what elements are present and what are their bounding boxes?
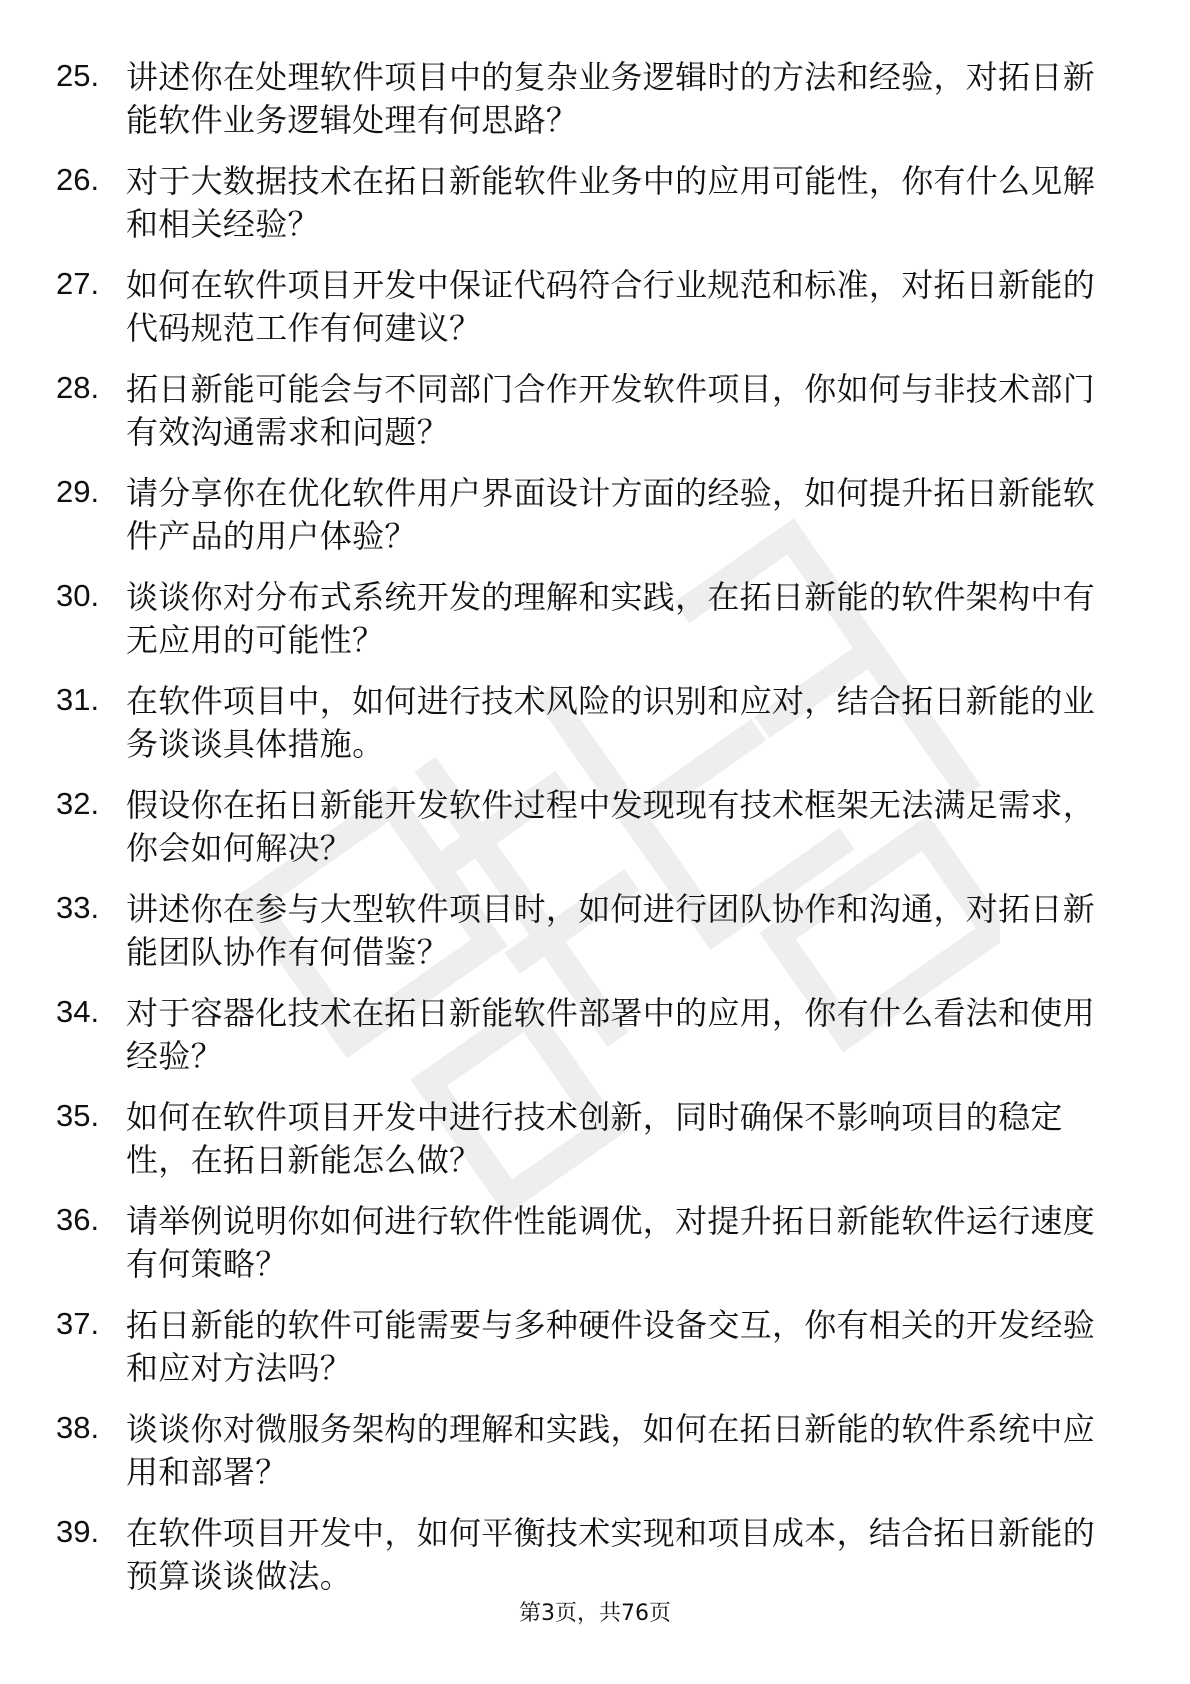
question-item xyxy=(0,776,1190,880)
question-text: 假设你在拓日新能开发软件过程中发现现有技术框架无法满足需求，你会如何解决？ xyxy=(126,786,1096,867)
question-item xyxy=(0,880,1190,984)
question-text: 如何在软件项目开发中进行技术创新，同时确保不影响项目的稳定性，在拓日新能怎么做？ xyxy=(126,1098,1063,1179)
question-number: 25. xyxy=(56,58,100,93)
page-indicator: 第3页，共76页 xyxy=(519,1601,671,1626)
question-list xyxy=(0,48,1190,1608)
question-item xyxy=(0,464,1190,568)
question-text: 在软件项目开发中，如何平衡技术实现和项目成本，结合拓日新能的预算谈谈做法。 xyxy=(126,1514,1096,1595)
question-item xyxy=(0,1296,1190,1400)
question-item xyxy=(0,1504,1190,1608)
question-text: 请分享你在优化软件用户界面设计方面的经验，如何提升拓日新能软件产品的用户体验？ xyxy=(126,474,1096,555)
question-number: 37. xyxy=(56,1306,100,1341)
question-number: 32. xyxy=(56,786,100,821)
question-item xyxy=(0,256,1190,360)
question-item xyxy=(0,672,1190,776)
question-text: 讲述你在参与大型软件项目时，如何进行团队协作和沟通，对拓日新能团队协作有何借鉴？ xyxy=(126,890,1096,971)
question-text: 谈谈你对微服务架构的理解和实践，如何在拓日新能的软件系统中应用和部署？ xyxy=(126,1410,1096,1491)
question-text: 谈谈你对分布式系统开发的理解和实践，在拓日新能的软件架构中有无应用的可能性？ xyxy=(126,578,1096,659)
question-text: 请举例说明你如何进行软件性能调优，对提升拓日新能软件运行速度有何策略？ xyxy=(126,1202,1096,1283)
question-text: 拓日新能可能会与不同部门合作开发软件项目，你如何与非技术部门有效沟通需求和问题？ xyxy=(126,370,1096,451)
question-text: 在软件项目中，如何进行技术风险的识别和应对，结合拓日新能的业务谈谈具体措施。 xyxy=(126,682,1096,763)
question-item xyxy=(0,1088,1190,1192)
question-number: 31. xyxy=(56,682,100,717)
question-number: 29. xyxy=(56,474,100,509)
question-text: 拓日新能的软件可能需要与多种硬件设备交互，你有相关的开发经验和应对方法吗？ xyxy=(126,1306,1096,1387)
question-number: 28. xyxy=(56,370,100,405)
question-item xyxy=(0,1400,1190,1504)
question-text: 如何在软件项目开发中保证代码符合行业规范和标准，对拓日新能的代码规范工作有何建议？ xyxy=(126,266,1096,347)
question-number: 39. xyxy=(56,1514,100,1549)
question-number: 33. xyxy=(56,890,100,925)
question-item xyxy=(0,152,1190,256)
question-number: 35. xyxy=(56,1098,100,1133)
question-text: 讲述你在处理软件项目中的复杂业务逻辑时的方法和经验，对拓日新能软件业务逻辑处理有何思路？ xyxy=(126,58,1096,139)
question-number: 34. xyxy=(56,994,100,1029)
question-number: 26. xyxy=(56,162,100,197)
question-item xyxy=(0,568,1190,672)
question-item xyxy=(0,1192,1190,1296)
question-item xyxy=(0,360,1190,464)
question-number: 36. xyxy=(56,1202,100,1237)
question-number: 38. xyxy=(56,1410,100,1445)
question-text: 对于容器化技术在拓日新能软件部署中的应用，你有什么看法和使用经验？ xyxy=(126,994,1096,1075)
question-number: 30. xyxy=(56,578,100,613)
question-text: 对于大数据技术在拓日新能软件业务中的应用可能性，你有什么见解和相关经验？ xyxy=(126,162,1096,243)
question-item xyxy=(0,984,1190,1088)
question-number: 27. xyxy=(56,266,100,301)
question-item xyxy=(0,48,1190,152)
